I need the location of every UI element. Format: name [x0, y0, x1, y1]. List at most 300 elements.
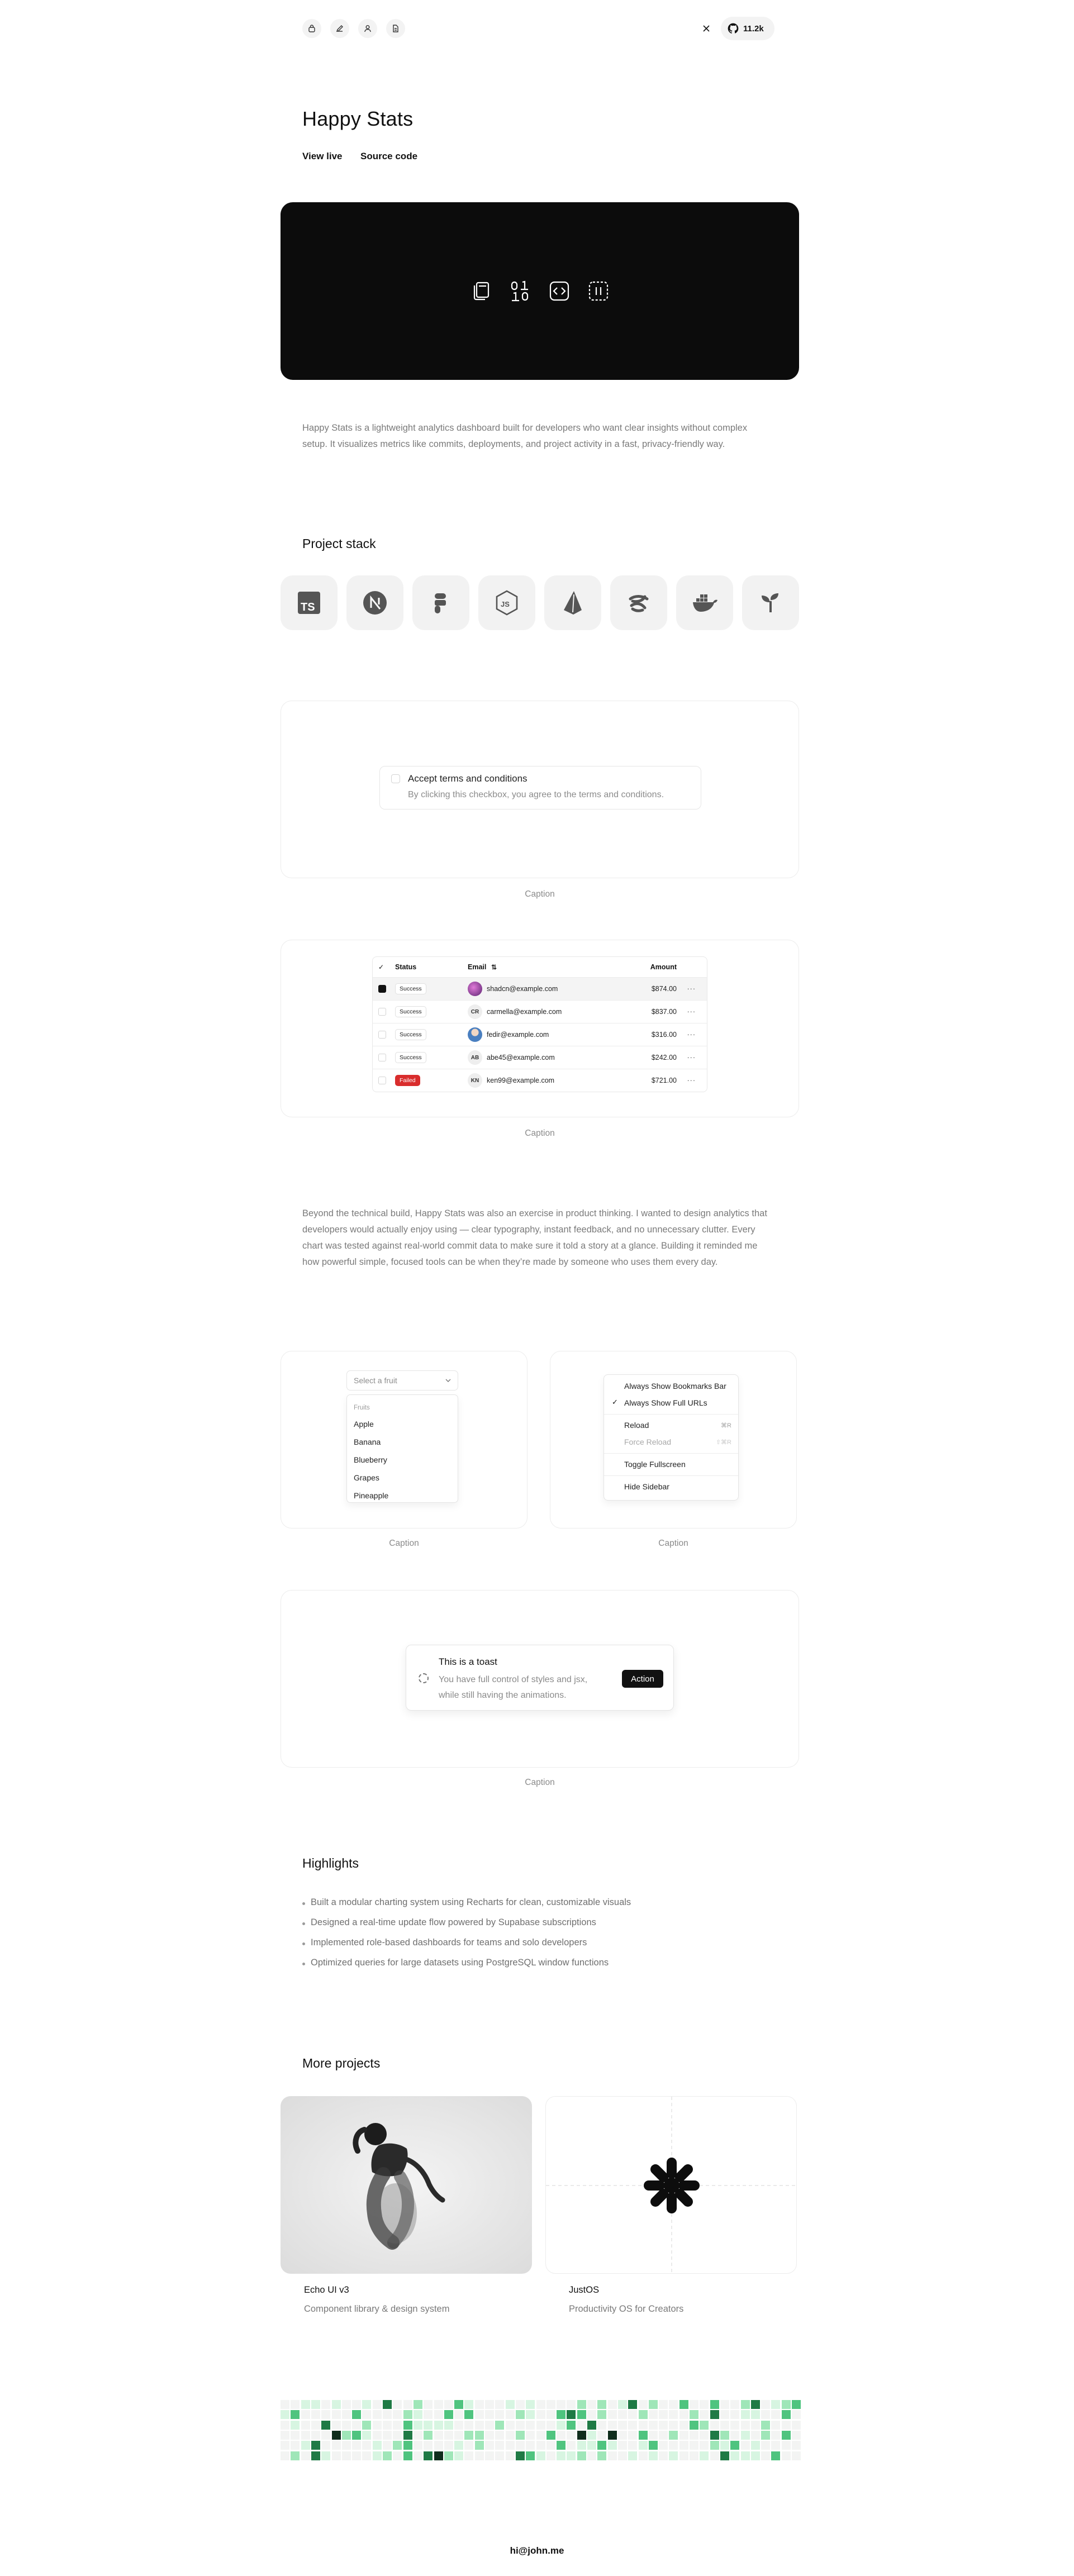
toast-description: You have full control of styles and jsx, while still having the animations.: [439, 1675, 588, 1700]
contribution-cell: [475, 2400, 484, 2409]
contribution-cell: [628, 2400, 637, 2409]
contribution-cell: [536, 2451, 545, 2460]
contribution-cell: [301, 2400, 310, 2409]
contribution-cell: [771, 2441, 780, 2450]
sort-icon[interactable]: ⇅: [491, 963, 497, 972]
contribution-cell: [403, 2410, 412, 2419]
menu-separator: [604, 1453, 738, 1454]
contribution-cell: [557, 2451, 565, 2460]
amount-column-header: Amount: [650, 963, 677, 971]
table-row[interactable]: [373, 1046, 707, 1069]
contribution-cell: [526, 2451, 535, 2460]
contribution-cell: [782, 2441, 791, 2450]
contribution-cell: [669, 2400, 678, 2409]
terraform-icon: [742, 575, 799, 630]
github-icon: [728, 23, 739, 34]
contribution-cell: [659, 2421, 668, 2430]
reload-shortcut: ⌘R: [721, 1422, 731, 1429]
contribution-cell: [669, 2421, 678, 2430]
contribution-cell: [373, 2431, 382, 2440]
row-checkbox[interactable]: [378, 1031, 386, 1039]
contribution-cell: [690, 2431, 698, 2440]
row-more-icon[interactable]: ···: [687, 1031, 696, 1039]
contribution-cell: [618, 2431, 627, 2440]
contribution-cell: [342, 2441, 351, 2450]
contribution-cell: [546, 2410, 555, 2419]
highlight-item: Designed a real-time update flow powered by Supabase subscriptions: [311, 1917, 596, 1927]
contribution-cell: [291, 2421, 300, 2430]
contribution-cell: [383, 2410, 392, 2419]
contribution-cell: [526, 2410, 535, 2419]
table-row[interactable]: [373, 977, 707, 1000]
contribution-cell: [373, 2400, 382, 2409]
contribution-cell: [628, 2441, 637, 2450]
contribution-cell: [679, 2431, 688, 2440]
contribution-cell: [291, 2451, 300, 2460]
contribution-cell: [311, 2410, 320, 2419]
contribution-cell: [444, 2451, 453, 2460]
contribution-cell: [485, 2451, 494, 2460]
contribution-cell: [628, 2421, 637, 2430]
contribution-cell: [567, 2431, 576, 2440]
contribution-cell: [679, 2441, 688, 2450]
contribution-cell: [659, 2410, 668, 2419]
contribution-cell: [281, 2400, 289, 2409]
row-email: ken99@example.com: [487, 1077, 555, 1084]
terms-checkbox[interactable]: [391, 774, 400, 783]
contribution-cell: [393, 2400, 402, 2409]
contribution-cell: [679, 2421, 688, 2430]
checkbox-demo-card: [281, 701, 799, 878]
contribution-cell: [362, 2421, 371, 2430]
contribution-cell: [690, 2421, 698, 2430]
avatar: [468, 982, 482, 996]
contribution-cell: [506, 2441, 515, 2450]
product-thinking-paragraph: Beyond the technical build, Happy Stats was also an exercise in product thinking. I wanted to design analytics that developers would actually enjoy using — clear typography, instant feedback, and no unnecessary clutter. Every chart was tested against real-world commit data to make sure it told a story at a glance. Building it reminded me how powerful simple, focused tools can be when they’re made by someone who uses them every day.: [302, 1208, 767, 1267]
contribution-cell: [332, 2451, 341, 2460]
contribution-cell: [434, 2400, 443, 2409]
row-more-icon[interactable]: ···: [687, 1008, 696, 1016]
contribution-cell: [506, 2410, 515, 2419]
contribution-cell: [434, 2421, 443, 2430]
menu-item-full-urls[interactable]: Always Show Full URLs: [624, 1398, 707, 1407]
contribution-cell: [567, 2441, 576, 2450]
contribution-cell: [546, 2421, 555, 2430]
menu-item-reload[interactable]: Reload: [624, 1421, 649, 1430]
contribution-cell: [546, 2400, 555, 2409]
contribution-cell: [710, 2441, 719, 2450]
contribution-cell: [720, 2410, 729, 2419]
table-demo-caption: Caption: [525, 1129, 555, 1138]
contribution-cell: [557, 2441, 565, 2450]
footer-email[interactable]: hi@john.me: [510, 2545, 564, 2556]
contribution-cell: [608, 2431, 617, 2440]
contribution-cell: [557, 2421, 565, 2430]
contribution-cell: [362, 2451, 371, 2460]
contribution-cell: [526, 2400, 535, 2409]
contribution-cell: [332, 2400, 341, 2409]
contribution-cell: [710, 2400, 719, 2409]
contribution-cell: [649, 2421, 658, 2430]
contribution-cell: [311, 2451, 320, 2460]
row-amount: $316.00: [651, 1031, 677, 1039]
contribution-cell: [516, 2410, 525, 2419]
contribution-cell: [761, 2421, 770, 2430]
contribution-cell: [506, 2431, 515, 2440]
docker-icon: [676, 575, 733, 630]
contribution-cell: [516, 2451, 525, 2460]
highlight-item: Implemented role-based dashboards for teams and solo developers: [311, 1937, 587, 1948]
dancer-photo: [281, 2096, 532, 2274]
contribution-cell: [710, 2451, 719, 2460]
contribution-cell: [291, 2400, 300, 2409]
contribution-cell: [690, 2400, 698, 2409]
contribution-cell: [352, 2400, 361, 2409]
contribution-cell: [720, 2451, 729, 2460]
contribution-cell: [373, 2451, 382, 2460]
fruit-option[interactable]: Blueberry: [354, 1455, 387, 1464]
fruit-select[interactable]: [346, 1370, 458, 1391]
contribution-cell: [383, 2421, 392, 2430]
contribution-cell: [301, 2410, 310, 2419]
fruit-option[interactable]: Banana: [354, 1437, 381, 1446]
row-amount: $837.00: [651, 1008, 677, 1016]
contribution-cell: [700, 2400, 709, 2409]
force-reload-shortcut: ⇧⌘R: [715, 1439, 731, 1446]
contribution-cell: [516, 2421, 525, 2430]
contribution-cell: [454, 2400, 463, 2409]
contribution-cell: [281, 2431, 289, 2440]
contribution-cell: [771, 2410, 780, 2419]
contribution-cell: [383, 2431, 392, 2440]
contribution-cell: [608, 2421, 617, 2430]
contribution-cell: [342, 2400, 351, 2409]
justos-card[interactable]: [545, 2096, 797, 2274]
contribution-cell: [577, 2451, 586, 2460]
contribution-cell: [321, 2410, 330, 2419]
fruit-option[interactable]: Pineapple: [354, 1491, 389, 1500]
contribution-cell: [526, 2441, 535, 2450]
contribution-cell: [434, 2431, 443, 2440]
contribution-cell: [771, 2421, 780, 2430]
contribution-cell: [291, 2441, 300, 2450]
contribution-cell: [434, 2451, 443, 2460]
row-email: abe45@example.com: [487, 1054, 555, 1061]
contribution-cell: [321, 2421, 330, 2430]
fruit-select-listbox: [346, 1394, 458, 1503]
nodejs-icon: [478, 575, 535, 630]
contribution-cell: [628, 2410, 637, 2419]
contribution-cell: [311, 2441, 320, 2450]
contribution-cell: [741, 2410, 750, 2419]
contribution-cell: [454, 2441, 463, 2450]
contribution-cell: [730, 2441, 739, 2450]
contribution-cell: [352, 2410, 361, 2419]
contribution-cell: [720, 2431, 729, 2440]
contribution-cell: [362, 2410, 371, 2419]
contribution-cell: [792, 2421, 801, 2430]
contribution-cell: [700, 2421, 709, 2430]
contribution-cell: [567, 2410, 576, 2419]
github-stars-button[interactable]: [721, 17, 774, 40]
contribution-cell: [383, 2451, 392, 2460]
contribution-cell: [618, 2410, 627, 2419]
view-live-link[interactable]: View live: [302, 151, 343, 161]
project-name[interactable]: JustOS: [569, 2285, 600, 2295]
contribution-cell: [618, 2451, 627, 2460]
contribution-cell: [710, 2431, 719, 2440]
dashed-frame-icon: [587, 279, 610, 303]
terms-checkbox-description: By clicking this checkbox, you agree to the terms and conditions.: [408, 790, 664, 799]
contribution-cell: [577, 2421, 586, 2430]
contribution-cell: [352, 2421, 361, 2430]
contribution-cell: [587, 2451, 596, 2460]
contribution-cell: [475, 2431, 484, 2440]
row-checkbox[interactable]: [378, 1054, 386, 1061]
x-icon[interactable]: [695, 17, 717, 40]
row-more-icon[interactable]: ···: [687, 985, 696, 993]
menu-demo-caption: Caption: [658, 1539, 688, 1548]
contribution-cell: [597, 2451, 606, 2460]
contribution-cell: [281, 2451, 289, 2460]
contribution-cell: [679, 2410, 688, 2419]
chevron-down-icon: [445, 1378, 451, 1383]
prisma-icon: [544, 575, 601, 630]
document-icon[interactable]: [386, 19, 405, 38]
contribution-cell: [587, 2431, 596, 2440]
contribution-cell: [301, 2451, 310, 2460]
code-brackets-icon: [548, 279, 571, 303]
contribution-cell: [618, 2421, 627, 2430]
contribution-cell: [761, 2441, 770, 2450]
avatar: [468, 1027, 482, 1042]
contribution-cell: [751, 2421, 760, 2430]
contribution-cell: [679, 2400, 688, 2409]
contribution-cell: [782, 2400, 791, 2409]
contribution-cell: [741, 2451, 750, 2460]
contribution-cell: [700, 2431, 709, 2440]
contribution-cell: [587, 2400, 596, 2409]
contribution-cell: [597, 2410, 606, 2419]
contribution-cell: [577, 2441, 586, 2450]
contribution-cell: [639, 2400, 648, 2409]
contribution-cell: [639, 2441, 648, 2450]
contribution-cell: [700, 2410, 709, 2419]
source-code-link[interactable]: Source code: [360, 151, 418, 161]
contribution-cell: [782, 2431, 791, 2440]
contribution-cell: [485, 2421, 494, 2430]
menu-item-hide-sidebar[interactable]: Hide Sidebar: [624, 1482, 669, 1491]
terms-checkbox-label: Accept terms and conditions: [408, 773, 528, 784]
highlight-item: Built a modular charting system using Recharts for clean, customizable visuals: [311, 1897, 631, 1907]
contribution-cell: [792, 2410, 801, 2419]
menu-separator: [604, 1475, 738, 1476]
status-badge: Success: [395, 983, 426, 994]
contribution-cell: [495, 2421, 504, 2430]
row-amount: $874.00: [651, 985, 677, 993]
row-more-icon[interactable]: ···: [687, 1077, 696, 1084]
contribution-cell: [536, 2400, 545, 2409]
contribution-cell: [741, 2400, 750, 2409]
typescript-icon: [281, 575, 338, 630]
github-star-count: 11.2k: [743, 23, 764, 34]
contribution-cell: [669, 2451, 678, 2460]
contribution-cell: [730, 2431, 739, 2440]
contribution-cell: [618, 2441, 627, 2450]
contribution-cell: [608, 2441, 617, 2450]
contribution-cell: [332, 2441, 341, 2450]
contribution-cell: [352, 2451, 361, 2460]
contribution-cell: [403, 2431, 412, 2440]
toast-action-button[interactable]: Action: [622, 1670, 663, 1688]
row-email: carmella@example.com: [487, 1008, 562, 1016]
contribution-cell: [577, 2400, 586, 2409]
fruit-option[interactable]: Apple: [354, 1420, 374, 1429]
terms-checkbox-field[interactable]: [379, 766, 701, 810]
avatar: CR: [468, 1004, 482, 1019]
contribution-cell: [730, 2400, 739, 2409]
contribution-cell: [700, 2441, 709, 2450]
contribution-cell: [782, 2421, 791, 2430]
contribution-cell: [454, 2451, 463, 2460]
fruit-select-placeholder: Select a fruit: [354, 1376, 397, 1385]
fruit-group-label: Fruits: [354, 1404, 370, 1411]
contribution-cell: [362, 2441, 371, 2450]
contribution-cell: [495, 2400, 504, 2409]
contribution-cell: [424, 2421, 433, 2430]
contribution-cell: [311, 2421, 320, 2430]
contribution-cell: [301, 2431, 310, 2440]
row-amount: $721.00: [651, 1077, 677, 1084]
contribution-cell: [649, 2441, 658, 2450]
fruit-option[interactable]: Grapes: [354, 1473, 379, 1482]
row-more-icon[interactable]: ···: [687, 1054, 696, 1061]
contribution-cell: [730, 2421, 739, 2430]
row-checkbox[interactable]: [378, 1077, 386, 1084]
table-row[interactable]: [373, 1023, 707, 1046]
contribution-cell: [710, 2410, 719, 2419]
contribution-cell: [414, 2410, 422, 2419]
contribution-cell: [679, 2451, 688, 2460]
contribution-cell: [751, 2451, 760, 2460]
row-email: fedir@example.com: [487, 1031, 549, 1039]
status-badge: Failed: [395, 1075, 420, 1086]
svg-text:JS: JS: [501, 600, 510, 608]
contribution-cell: [281, 2441, 289, 2450]
contribution-cell: [362, 2431, 371, 2440]
contribution-cell: [771, 2400, 780, 2409]
contribution-cell: [495, 2431, 504, 2440]
contribution-cell: [659, 2400, 668, 2409]
contribution-cell: [414, 2451, 422, 2460]
contribution-cell: [761, 2400, 770, 2409]
contribution-cell: [741, 2431, 750, 2440]
row-checkbox[interactable]: [378, 1008, 386, 1016]
contribution-cell: [669, 2431, 678, 2440]
email-column-header[interactable]: Email: [468, 963, 487, 971]
contribution-cell: [424, 2410, 433, 2419]
user-icon[interactable]: [358, 19, 377, 38]
contribution-cell: [464, 2441, 473, 2450]
contribution-cell: [628, 2451, 637, 2460]
select-demo-caption: Caption: [389, 1539, 419, 1548]
contribution-cell: [546, 2451, 555, 2460]
contribution-cell: [761, 2431, 770, 2440]
contribution-cell: [332, 2431, 341, 2440]
row-checkbox[interactable]: [378, 985, 386, 993]
contribution-cell: [720, 2421, 729, 2430]
project-name[interactable]: Echo UI v3: [304, 2285, 349, 2295]
contribution-cell: [587, 2410, 596, 2419]
contribution-cell: [567, 2400, 576, 2409]
contribution-cell: [577, 2431, 586, 2440]
contribution-cell: [659, 2441, 668, 2450]
contribution-cell: [587, 2421, 596, 2430]
contribution-cell: [495, 2410, 504, 2419]
contribution-cell: [639, 2431, 648, 2440]
menu-item-bookmarks-bar[interactable]: Always Show Bookmarks Bar: [624, 1382, 726, 1391]
contribution-cell: [414, 2421, 422, 2430]
contribution-cell: [403, 2441, 412, 2450]
contribution-cell: [649, 2410, 658, 2419]
contribution-cell: [741, 2441, 750, 2450]
framer-icon: [412, 575, 469, 630]
contribution-cell: [383, 2400, 392, 2409]
payments-table: [372, 956, 707, 1092]
menu-item-force-reload: Force Reload: [624, 1437, 672, 1446]
contribution-cell: [639, 2410, 648, 2419]
row-amount: $242.00: [651, 1054, 677, 1061]
contribution-cell: [649, 2451, 658, 2460]
project-description: Component library & design system: [304, 2304, 450, 2314]
contribution-cell: [659, 2451, 668, 2460]
contribution-cell: [792, 2400, 801, 2409]
home-icon[interactable]: [302, 19, 321, 38]
contribution-cell: [362, 2400, 371, 2409]
contribution-cell: [536, 2410, 545, 2419]
contribution-cell: [414, 2441, 422, 2450]
contribution-cell: [485, 2410, 494, 2419]
select-all-checkbox[interactable]: ✓: [378, 963, 384, 971]
contribution-cell: [373, 2421, 382, 2430]
table-row[interactable]: [373, 1000, 707, 1023]
contribution-cell: [597, 2400, 606, 2409]
table-row[interactable]: [373, 1069, 707, 1092]
project-description: Productivity OS for Creators: [569, 2304, 684, 2314]
contribution-cell: [506, 2451, 515, 2460]
contribution-cell: [771, 2451, 780, 2460]
menu-item-fullscreen[interactable]: Toggle Fullscreen: [624, 1460, 686, 1469]
contribution-cell: [597, 2431, 606, 2440]
contribution-cell: [792, 2451, 801, 2460]
contribution-cell: [516, 2431, 525, 2440]
contribution-cell: [669, 2441, 678, 2450]
contribution-cell: [690, 2410, 698, 2419]
contribution-cell: [342, 2431, 351, 2440]
pen-icon[interactable]: [330, 19, 349, 38]
contribution-cell: [475, 2410, 484, 2419]
contribution-cell: [321, 2451, 330, 2460]
echo-ui-card[interactable]: [281, 2096, 532, 2274]
table-header: [373, 957, 707, 977]
highlights-title: Highlights: [302, 1856, 359, 1870]
status-badge: Success: [395, 1052, 426, 1063]
contribution-cell: [557, 2410, 565, 2419]
contribution-cell: [393, 2421, 402, 2430]
stack-title: Project stack: [302, 536, 376, 551]
checkbox-demo-caption: Caption: [525, 889, 555, 899]
page-title: Happy Stats: [302, 107, 414, 130]
